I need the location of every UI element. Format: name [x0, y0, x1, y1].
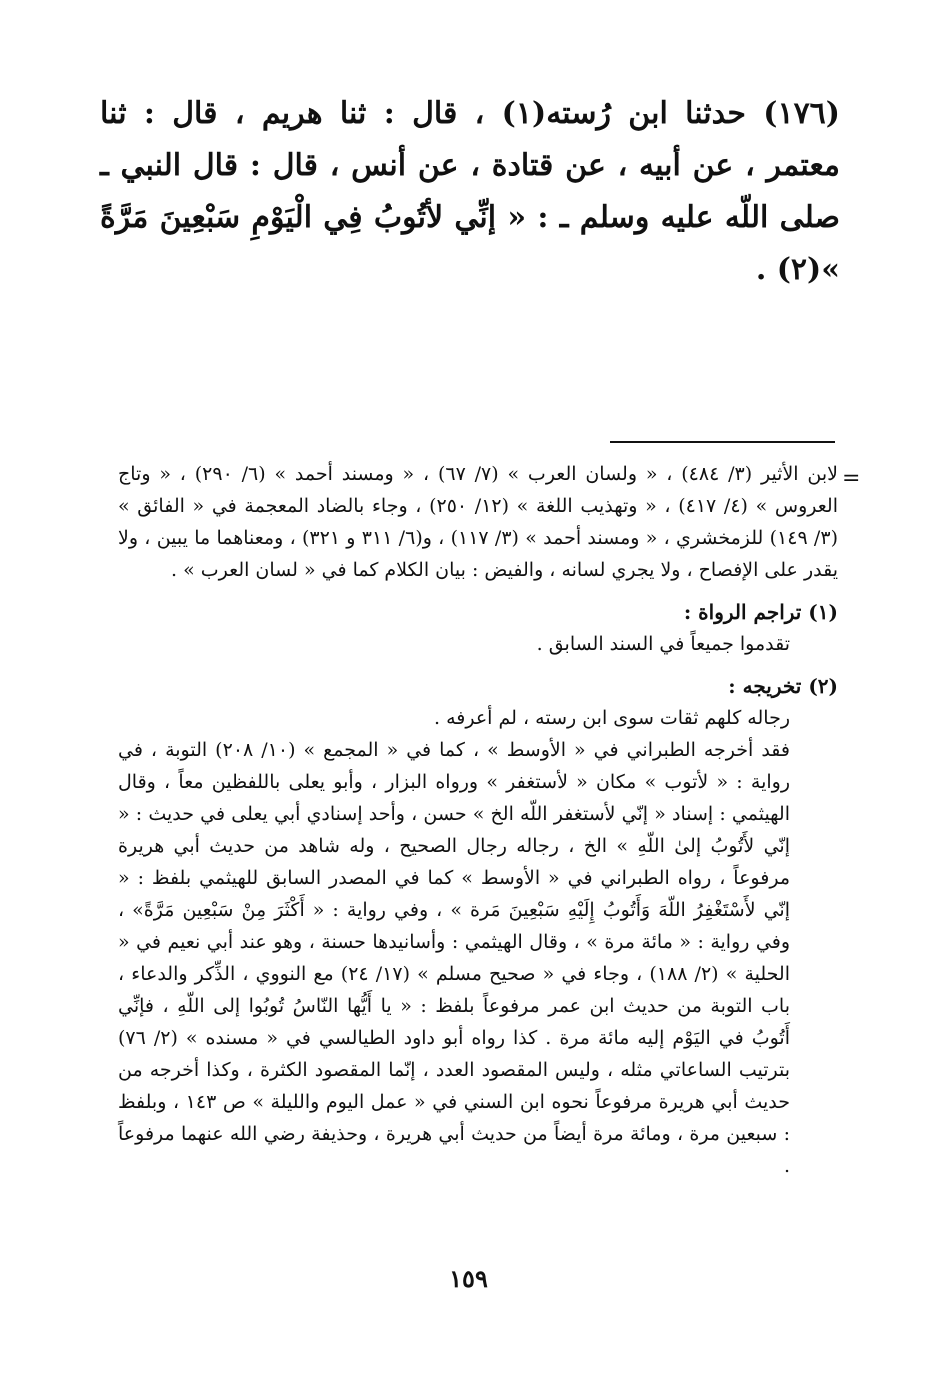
page-number: ١٥٩ — [449, 1264, 488, 1293]
main-hadith-text — [100, 88, 840, 296]
footnote-2-heading: (٢) تخريجه : — [728, 674, 838, 698]
footnote-2-paragraph-2: فقد أخرجه الطبراني في « الأوسط » ، كما في « المجمع » (١٠/ ٢٠٨) التوبة ، في رواية : « لأتوب » مكان « لأستغفر » ورواه البزار ، وأبو يعلى باللفظين معاً ، وقال الهيثمي : إسناد « إنّي لأستغفر اللّه الخ » حسن ، وأحد إسنادي أبي يعلى في حديث : « إنّي لأَتُوبُ إلىٰ اللّهِ » الخ ، رجاله رجال الصحيح ، وله شاهد من حديث أبي هريرة مرفوعاً ، رواه الطبراني في « الأوسط » كما في المصدر السابق للهيثمي بلفظ : « إنّي لأَسْتَغْفِرُ اللّهَ وَأَتُوبُ إِلَيْهِ سَبْعِينَ مَرة » ، وفي رواية : « أَكْثَرَ مِنْ سَبْعِين مَرَّةً» ، وفي رواية : « مائة مرة » ، وقال الهيثمي : وأسانيدها حسنة ، وهو عند أبي نعيم في « الحلية » (٢/ ١٨٨) ، وجاء في « صحيح مسلم » (١٧/ ٢٤) مع النووي ، الذِّكر والدعاء ، باب التوبة من حديث ابن عمر مرفوعاً بلفظ : « يا أَيُّها النّاسُ تُوبُوا إلى اللّهِ ، فإنِّي أَتُوبُ في اليَوْم إليه مائة مرة . كذا رواه أبو داود الطيالسي في « مسنده » (٢/ ٧٦) بترتيب الساعاتي مثله ، وليس المقصود العدد ، إنّما المقصود الكثرة ، وكذا أخرجه من حديث أبي هريرة مرفوعاً نحوه ابن السني في « عمل اليوم والليلة » ص ١٤٣ ، وبلفظ : سبعين مرة ، ومائة مرة أيضاً من حديث أبي هريرة ، وحذيفة رضي الله عنهما مرفوعاً . — [118, 739, 790, 1177]
footnote-separator — [610, 441, 835, 443]
footnote-2-paragraph-1: رجاله كلهم ثقات سوى ابن رسته ، لم أعرفه . — [434, 707, 790, 729]
footnote-1-text: تقدموا جميعاً في السند السابق . — [536, 633, 790, 655]
footnote-1-heading: (١) تراجم الرواة : — [683, 600, 838, 624]
continuation-mark: = — [842, 466, 861, 491]
hadith-paragraph: (١٧٦) حدثنا ابن رُسته(١) ، قال : ثنا هريم ، قال : ثنا معتمر ، عن أبيه ، عن قتادة ، عن أنس ، قال : قال النبي ـ صلى اللّه عليه وسلم ـ : « إنِّي لأتُوبُ فِي الْيَوْمِ سَبْعِينَ مَرَّةً »(٢) . — [100, 96, 840, 287]
footnote-continuation: لابن الأثير (٣/ ٤٨٤) ، « ولسان العرب » (٧/ ٦٧) ، « ومسند أحمد » (٦/ ٢٩٠) ، « وتاج العروس » (٤/ ٤١٧) ، « وتهذيب اللغة » (١٢/ ٢٥٠) ، وجاء بالضاد المعجمة في « الفائق » (٣/ ١٤٩) للزمخشري ، « ومسند أحمد » (٣/ ١١٧) ، و(٦/ ٣١١ و ٣٢١) ، ومعناهما ما يبين ، ولا يقدر على الإفصاح ، ولا يجري لسانه ، والفيض : بيان الكلام كما في « لسان العرب » . — [118, 463, 838, 581]
footnotes — [118, 458, 838, 1182]
